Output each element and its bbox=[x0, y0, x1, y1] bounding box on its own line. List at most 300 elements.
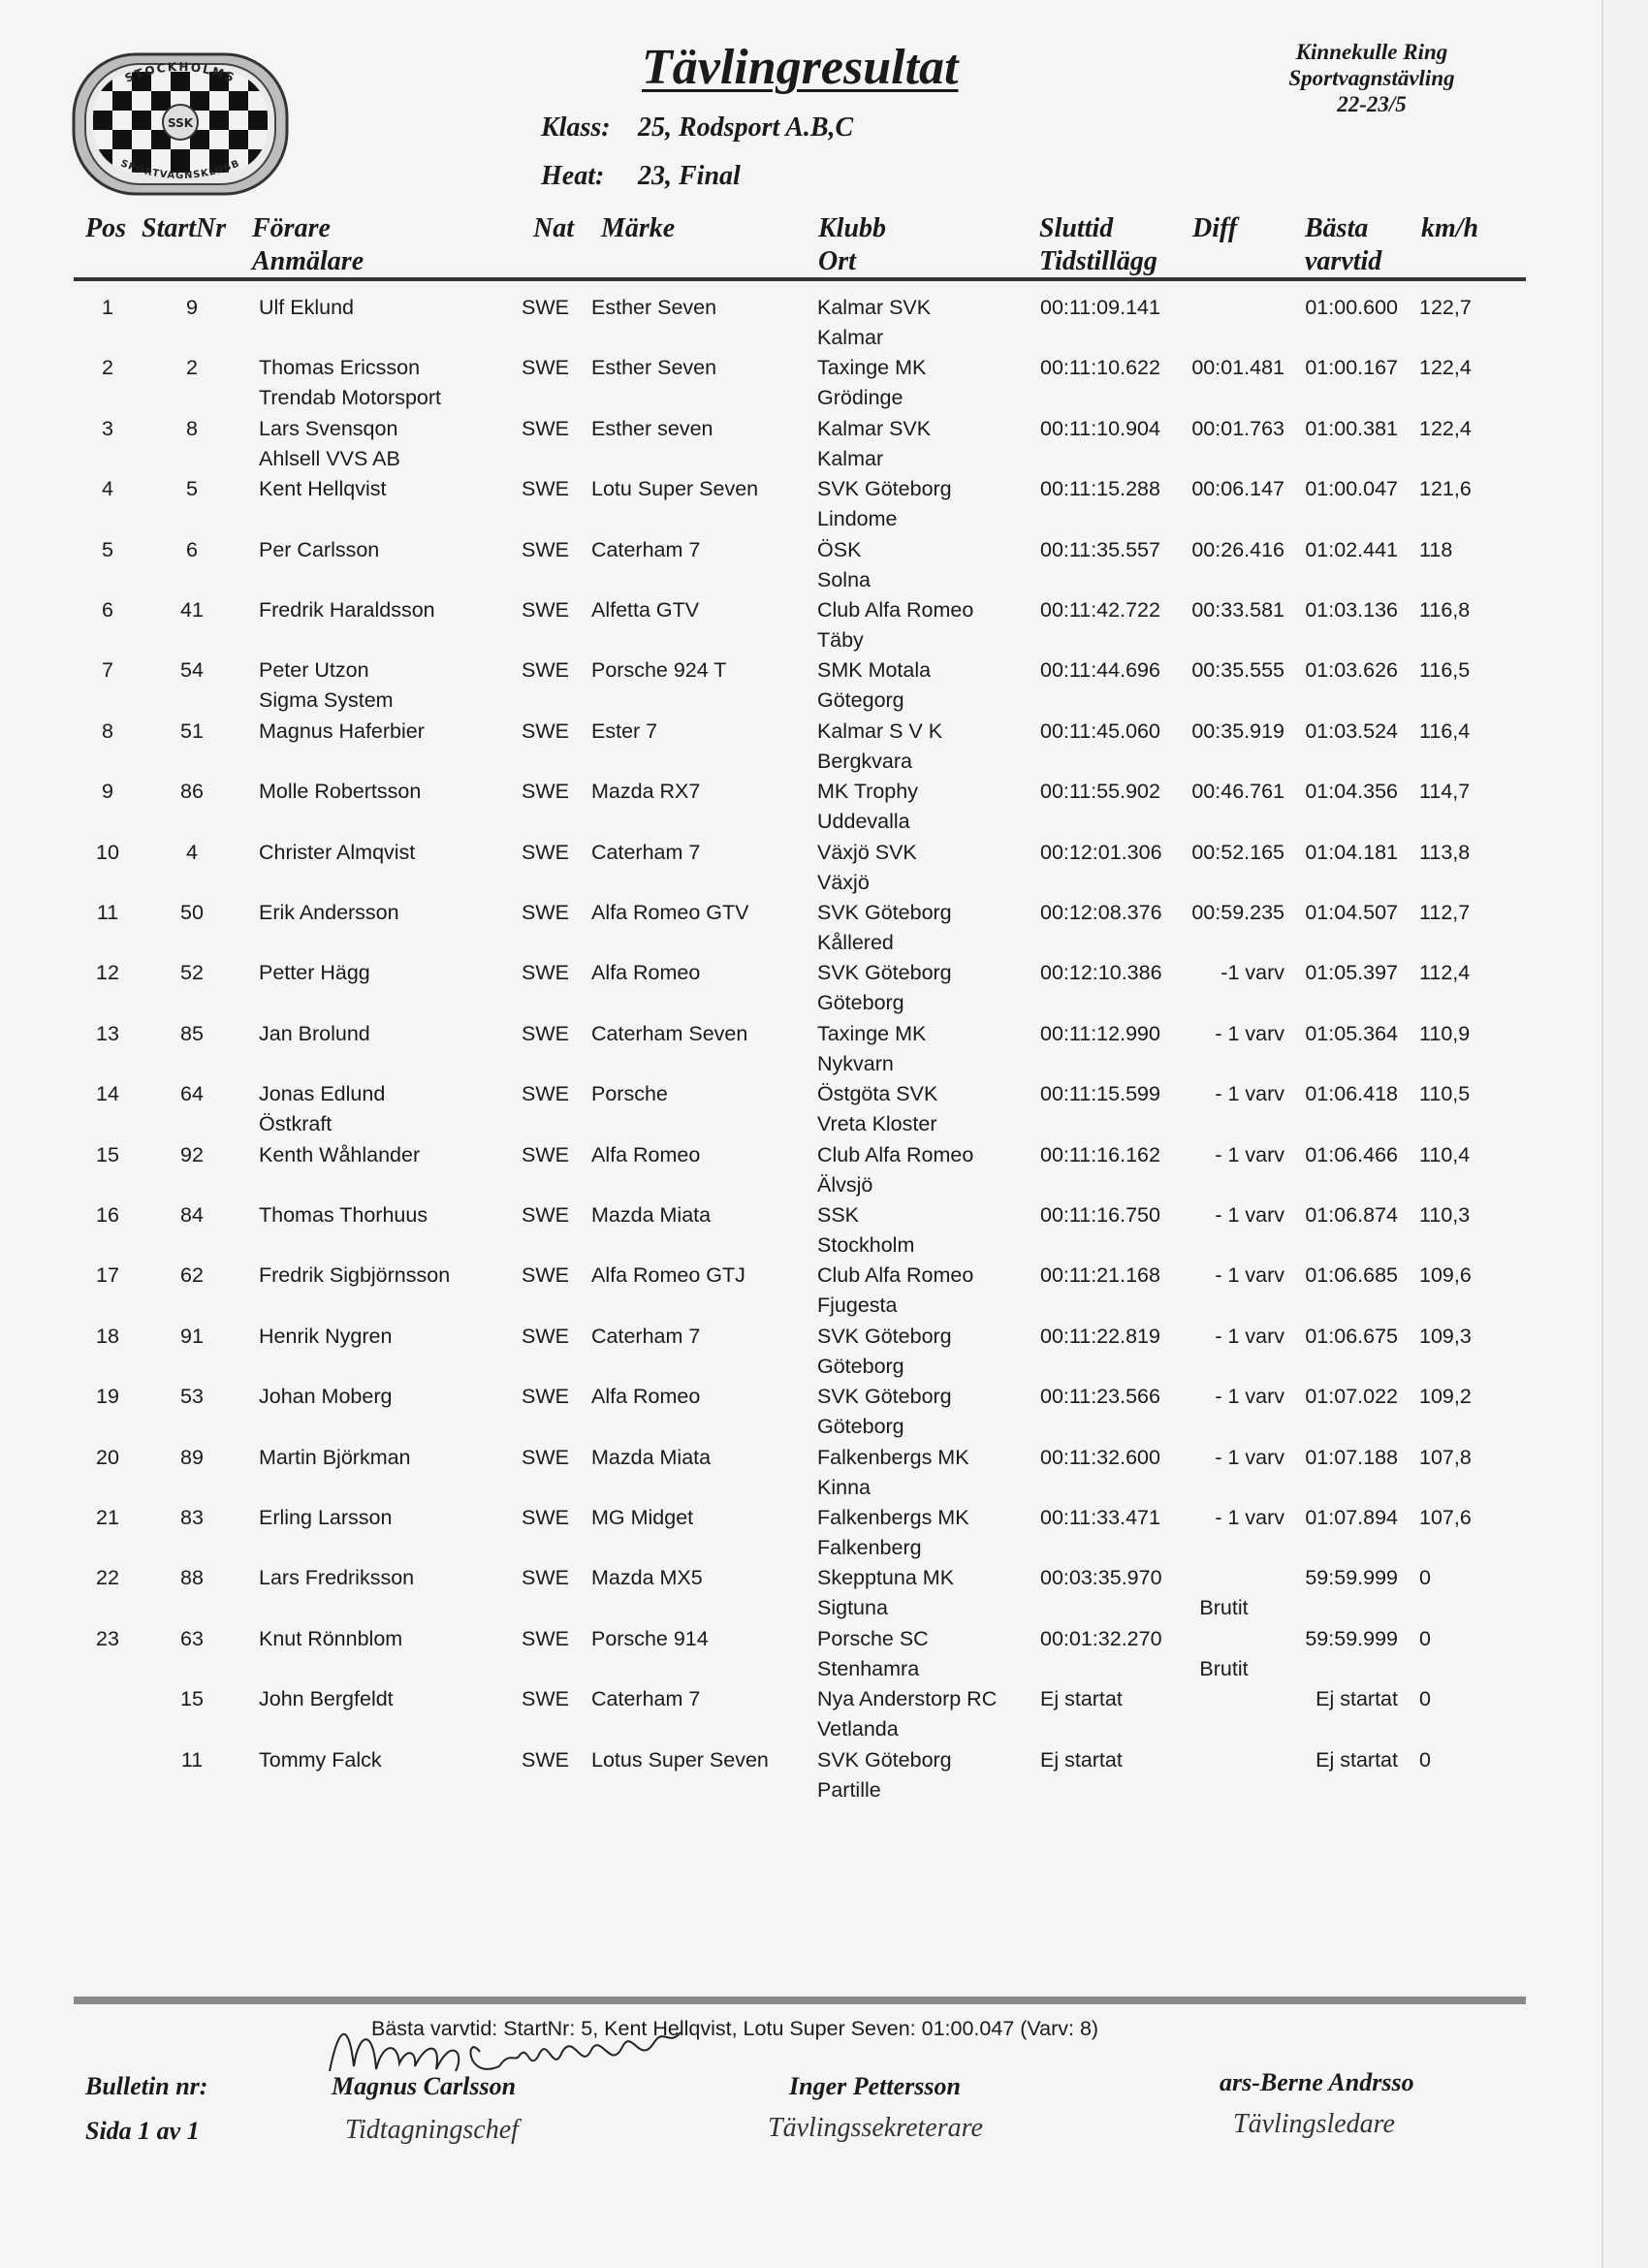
cell-club: Taxinge MK bbox=[817, 356, 927, 380]
official3-role: Tävlingsledare bbox=[1233, 2109, 1395, 2139]
cell-pos: 7 bbox=[102, 658, 113, 683]
cell-startnr: 9 bbox=[186, 296, 198, 319]
table-row bbox=[0, 1624, 1601, 1684]
cell-nat: SWE bbox=[522, 1506, 569, 1529]
cell-best-lap: 01:06.874 bbox=[1305, 1203, 1398, 1227]
cell-nat: SWE bbox=[522, 840, 569, 864]
cell-diff: - 1 varv bbox=[1215, 1263, 1284, 1288]
cell-club: SVK Göteborg bbox=[817, 1324, 952, 1348]
table-row bbox=[0, 717, 1601, 777]
cell-kmh: 110,9 bbox=[1419, 1021, 1471, 1045]
cell-make: Mazda Miata bbox=[591, 1203, 712, 1227]
cell-pos: 22 bbox=[96, 1566, 119, 1590]
official1-name: Magnus Carlsson bbox=[332, 2072, 517, 2100]
cell-best-lap: Ej startat bbox=[1315, 1687, 1398, 1711]
cell-driver: Erik Andersson bbox=[259, 901, 399, 924]
cell-nat: SWE bbox=[522, 1445, 569, 1469]
cell-kmh: 109,3 bbox=[1419, 1324, 1472, 1348]
cell-city: Kalmar bbox=[817, 326, 884, 349]
page-indicator: Sida 1 av 1 bbox=[85, 2117, 200, 2145]
official3-name: ars-Berne Andrsso bbox=[1220, 2068, 1414, 2096]
cell-city: Göteborg bbox=[817, 1415, 904, 1439]
col-time-penalty-label: Tidstillägg bbox=[1039, 246, 1157, 276]
cell-make: Esther seven bbox=[591, 416, 713, 440]
cell-startnr: 83 bbox=[180, 1506, 204, 1529]
cell-diff: - 1 varv bbox=[1215, 1324, 1284, 1348]
cell-startnr: 86 bbox=[180, 780, 204, 804]
cell-make: Lotus Super Seven bbox=[591, 1747, 769, 1772]
cell-nat: SWE bbox=[522, 780, 569, 804]
cell-startnr: 52 bbox=[180, 961, 204, 985]
cell-city: Täby bbox=[817, 628, 864, 652]
cell-driver: Lars Svensqon bbox=[259, 416, 398, 440]
cell-city: Sigtuna bbox=[817, 1596, 888, 1620]
cell-driver: Molle Robertsson bbox=[259, 780, 422, 804]
cell-diff: - 1 varv bbox=[1215, 1021, 1284, 1045]
table-row bbox=[0, 898, 1601, 958]
cell-finish-time: 00:11:16.750 bbox=[1040, 1203, 1160, 1227]
cell-pos: 16 bbox=[96, 1203, 119, 1227]
cell-finish-time: 00:11:44.696 bbox=[1040, 658, 1160, 683]
cell-club: SVK Göteborg bbox=[817, 961, 952, 985]
col-laptime-label: varvtid bbox=[1305, 246, 1382, 276]
cell-city: Vetlanda bbox=[817, 1717, 899, 1741]
col-make: Märke bbox=[601, 213, 676, 243]
cell-kmh: 116,5 bbox=[1419, 658, 1471, 683]
cell-kmh: 0 bbox=[1419, 1566, 1431, 1590]
cell-pos: 9 bbox=[102, 780, 113, 804]
cell-club: Porsche SC bbox=[817, 1626, 929, 1650]
cell-driver: Henrik Nygren bbox=[259, 1324, 393, 1348]
cell-kmh: 0 bbox=[1419, 1626, 1431, 1650]
cell-diff: - 1 varv bbox=[1215, 1445, 1284, 1469]
event-venue: Kinnekulle Ring bbox=[1295, 40, 1448, 64]
cell-driver: John Bergfeldt bbox=[259, 1687, 394, 1711]
cell-entrant: Östkraft bbox=[259, 1112, 333, 1136]
cell-diff: 00:26.416 bbox=[1191, 537, 1284, 561]
cell-make: Caterham Seven bbox=[591, 1021, 748, 1045]
cell-startnr: 15 bbox=[180, 1687, 204, 1711]
cell-diff: 00:46.761 bbox=[1191, 780, 1284, 804]
cell-city: Kållered bbox=[817, 931, 894, 954]
col-city-label: Ort bbox=[818, 246, 856, 276]
cell-club: Kalmar SVK bbox=[817, 296, 932, 319]
cell-startnr: 4 bbox=[186, 840, 198, 864]
table-row bbox=[0, 1503, 1601, 1563]
cell-kmh: 121,6 bbox=[1419, 477, 1472, 501]
cell-make: Mazda MX5 bbox=[591, 1566, 703, 1590]
cell-startnr: 8 bbox=[186, 416, 198, 440]
cell-pos: 21 bbox=[96, 1506, 119, 1529]
cell-pos: 11 bbox=[96, 901, 119, 924]
cell-startnr: 11 bbox=[180, 1747, 204, 1772]
table-row bbox=[0, 1261, 1601, 1321]
cell-best-lap: 01:05.397 bbox=[1305, 961, 1398, 985]
cell-startnr: 85 bbox=[180, 1021, 204, 1045]
cell-make: Porsche bbox=[591, 1082, 668, 1106]
cell-pos: 10 bbox=[96, 840, 119, 864]
cell-city: Götegorg bbox=[817, 688, 904, 713]
cell-finish-time: 00:11:45.060 bbox=[1040, 719, 1160, 743]
cell-nat: SWE bbox=[522, 416, 569, 440]
table-row bbox=[0, 1563, 1601, 1623]
cell-best-lap: 59:59.999 bbox=[1305, 1566, 1398, 1590]
cell-startnr: 64 bbox=[180, 1082, 204, 1106]
heat-label: Heat: bbox=[541, 161, 605, 191]
cell-nat: SWE bbox=[522, 477, 569, 501]
table-row bbox=[0, 1140, 1601, 1200]
cell-club: Östgöta SVK bbox=[817, 1082, 938, 1106]
cell-pos: 1 bbox=[102, 296, 113, 319]
cell-kmh: 112,4 bbox=[1419, 961, 1471, 985]
cell-finish-time: 00:11:22.819 bbox=[1040, 1324, 1160, 1348]
cell-nat: SWE bbox=[522, 1687, 569, 1711]
cell-pos: 2 bbox=[102, 356, 113, 380]
event-date: 22-23/5 bbox=[1337, 92, 1407, 116]
event-info bbox=[1251, 39, 1493, 117]
cell-startnr: 6 bbox=[186, 537, 198, 561]
cell-startnr: 2 bbox=[186, 356, 198, 380]
cell-driver: Tommy Falck bbox=[259, 1747, 382, 1772]
cell-driver: Kent Hellqvist bbox=[259, 477, 387, 501]
cell-pos: 17 bbox=[96, 1263, 119, 1288]
cell-startnr: 41 bbox=[180, 598, 204, 622]
cell-finish-time: 00:11:09.141 bbox=[1040, 296, 1160, 319]
cell-nat: SWE bbox=[522, 1263, 569, 1288]
cell-driver: Petter Hägg bbox=[259, 961, 370, 985]
cell-best-lap: 01:00.167 bbox=[1305, 356, 1398, 380]
cell-diff: - 1 varv bbox=[1215, 1142, 1284, 1166]
table-row bbox=[0, 777, 1601, 837]
cell-make: Alfa Romeo bbox=[591, 961, 701, 985]
cell-best-lap: 01:06.675 bbox=[1305, 1324, 1398, 1348]
cell-nat: SWE bbox=[522, 1021, 569, 1045]
cell-make: Esther Seven bbox=[591, 296, 717, 319]
logo-text-top: STOCKHOLMS bbox=[122, 59, 238, 85]
cell-nat: SWE bbox=[522, 1747, 569, 1772]
cell-club: Falkenbergs MK bbox=[817, 1506, 969, 1529]
cell-diff: - 1 varv bbox=[1215, 1082, 1284, 1106]
logo-monogram: SSK bbox=[167, 116, 194, 130]
table-row bbox=[0, 1684, 1601, 1744]
cell-make: MG Midget bbox=[591, 1506, 694, 1529]
cell-diff: 00:35.555 bbox=[1191, 658, 1284, 683]
cell-make: Mazda Miata bbox=[591, 1445, 712, 1469]
cell-kmh: 118 bbox=[1419, 537, 1453, 561]
cell-make: Porsche 924 T bbox=[591, 658, 727, 683]
cell-diff: 00:01.763 bbox=[1191, 416, 1284, 440]
cell-best-lap: 01:00.047 bbox=[1305, 477, 1398, 501]
class-line bbox=[541, 112, 853, 144]
cell-finish-time: Ej startat bbox=[1040, 1687, 1123, 1711]
header-divider bbox=[74, 277, 1526, 281]
table-row bbox=[0, 1200, 1601, 1261]
cell-finish-time: 00:11:35.557 bbox=[1040, 537, 1160, 561]
cell-make: Alfetta GTV bbox=[591, 598, 700, 622]
cell-nat: SWE bbox=[522, 1203, 569, 1227]
col-nat: Nat bbox=[533, 213, 574, 243]
cell-best-lap: 01:02.441 bbox=[1305, 537, 1398, 561]
logo-text-bottom: SPORTVAGNSKLUBB bbox=[118, 158, 242, 182]
cell-finish-time: 00:11:55.902 bbox=[1040, 780, 1160, 804]
table-row bbox=[0, 1019, 1601, 1079]
cell-club: Club Alfa Romeo bbox=[817, 598, 974, 622]
cell-finish-time: 00:11:10.904 bbox=[1040, 416, 1160, 440]
cell-club: Club Alfa Romeo bbox=[817, 1142, 974, 1166]
cell-club: SMK Motala bbox=[817, 658, 932, 683]
cell-nat: SWE bbox=[522, 537, 569, 561]
col-club bbox=[818, 213, 886, 277]
cell-pos: 4 bbox=[102, 477, 113, 501]
cell-finish-time: 00:11:33.471 bbox=[1040, 1506, 1160, 1529]
cell-startnr: 50 bbox=[180, 901, 204, 924]
cell-driver: Fredrik Haraldsson bbox=[259, 598, 435, 622]
official1-role: Tidtagningschef bbox=[345, 2115, 519, 2145]
cell-finish-time: 00:03:35.970 bbox=[1040, 1566, 1162, 1590]
cell-kmh: 107,8 bbox=[1419, 1445, 1472, 1469]
cell-startnr: 54 bbox=[180, 658, 204, 683]
cell-best-lap: 01:07.188 bbox=[1305, 1445, 1398, 1469]
cell-club: SVK Göteborg bbox=[817, 1747, 952, 1772]
cell-nat: SWE bbox=[522, 1626, 569, 1650]
cell-diff: 00:52.165 bbox=[1191, 840, 1284, 864]
cell-make: Esther Seven bbox=[591, 356, 717, 380]
cell-startnr: 63 bbox=[180, 1626, 204, 1650]
table-row bbox=[0, 1745, 1601, 1805]
cell-pos: 8 bbox=[102, 719, 113, 743]
cell-make: Porsche 914 bbox=[591, 1626, 709, 1650]
cell-make: Alfa Romeo GTV bbox=[591, 901, 749, 924]
cell-finish-time: 00:12:10.386 bbox=[1040, 961, 1162, 985]
cell-city: Uddevalla bbox=[817, 810, 910, 834]
cell-make: Alfa Romeo bbox=[591, 1385, 701, 1409]
cell-make: Ester 7 bbox=[591, 719, 658, 743]
cell-city: Grödinge bbox=[817, 386, 903, 410]
cell-pos: 23 bbox=[96, 1626, 119, 1650]
cell-kmh: 122,4 bbox=[1419, 416, 1472, 440]
cell-diff: - 1 varv bbox=[1215, 1385, 1284, 1409]
table-row bbox=[0, 595, 1601, 655]
official2-name: Inger Pettersson bbox=[789, 2072, 961, 2100]
cell-startnr: 88 bbox=[180, 1566, 204, 1590]
cell-driver: Thomas Ericsson bbox=[259, 356, 421, 380]
cell-nat: SWE bbox=[522, 598, 569, 622]
cell-club: SVK Göteborg bbox=[817, 1385, 952, 1409]
cell-diff: 00:06.147 bbox=[1191, 477, 1284, 501]
cell-make: Caterham 7 bbox=[591, 537, 701, 561]
footer-divider bbox=[74, 1996, 1526, 2004]
cell-pos: 20 bbox=[96, 1445, 119, 1469]
cell-driver: Jonas Edlund bbox=[259, 1082, 386, 1106]
col-entrant-label: Anmälare bbox=[252, 246, 364, 276]
cell-club: SVK Göteborg bbox=[817, 901, 952, 924]
cell-city: Bergkvara bbox=[817, 749, 912, 773]
official2-role: Tävlingssekreterare bbox=[768, 2113, 983, 2143]
col-best-lap bbox=[1305, 213, 1381, 277]
cell-city: Fjugesta bbox=[817, 1294, 898, 1318]
cell-kmh: 0 bbox=[1419, 1747, 1431, 1772]
cell-pos: 6 bbox=[102, 598, 113, 622]
cell-kmh: 109,2 bbox=[1419, 1385, 1472, 1409]
table-row bbox=[0, 958, 1601, 1018]
cell-driver: Ulf Eklund bbox=[259, 296, 354, 319]
cell-diff: 00:01.481 bbox=[1191, 356, 1284, 380]
cell-best-lap: 01:03.626 bbox=[1305, 658, 1398, 683]
cell-driver: Thomas Thorhuus bbox=[259, 1203, 428, 1227]
cell-driver: Lars Fredriksson bbox=[259, 1566, 415, 1590]
cell-pos: 13 bbox=[96, 1021, 119, 1045]
table-row bbox=[0, 353, 1601, 413]
cell-best-lap: 01:06.466 bbox=[1305, 1142, 1398, 1166]
cell-city: Göteborg bbox=[817, 1354, 904, 1378]
cell-nat: SWE bbox=[522, 658, 569, 683]
cell-driver: Knut Rönnblom bbox=[259, 1626, 403, 1650]
cell-best-lap: 01:03.524 bbox=[1305, 719, 1398, 743]
col-finish-time-label: Sluttid bbox=[1039, 213, 1114, 243]
cell-driver: Per Carlsson bbox=[259, 537, 380, 561]
cell-startnr: 62 bbox=[180, 1263, 204, 1288]
cell-nat: SWE bbox=[522, 1566, 569, 1590]
col-driver-label: Förare bbox=[252, 213, 331, 243]
cell-best-lap: 01:07.894 bbox=[1305, 1506, 1398, 1529]
cell-make: Alfa Romeo GTJ bbox=[591, 1263, 745, 1288]
cell-city: Solna bbox=[817, 567, 871, 591]
cell-make: Mazda RX7 bbox=[591, 780, 701, 804]
bulletin-label: Bulletin nr: bbox=[85, 2072, 208, 2100]
cell-best-lap: 01:00.600 bbox=[1305, 296, 1398, 319]
cell-finish-time: 00:11:21.168 bbox=[1040, 1263, 1160, 1288]
cell-nat: SWE bbox=[522, 1142, 569, 1166]
cell-best-lap: 01:00.381 bbox=[1305, 416, 1398, 440]
cell-best-lap: 59:59.999 bbox=[1305, 1626, 1398, 1650]
table-row bbox=[0, 293, 1601, 353]
cell-startnr: 91 bbox=[180, 1324, 204, 1348]
cell-startnr: 5 bbox=[186, 477, 198, 501]
cell-driver: Christer Almqvist bbox=[259, 840, 416, 864]
table-row bbox=[0, 1443, 1601, 1503]
cell-finish-time: 00:12:01.306 bbox=[1040, 840, 1162, 864]
col-kmh: km/h bbox=[1421, 213, 1479, 243]
cell-diff: - 1 varv bbox=[1215, 1506, 1284, 1529]
cell-finish-time: 00:01:32.270 bbox=[1040, 1626, 1162, 1650]
cell-driver: Peter Utzon bbox=[259, 658, 369, 683]
cell-city: Vreta Kloster bbox=[817, 1112, 937, 1136]
col-best-label: Bästa bbox=[1305, 213, 1369, 243]
cell-kmh: 122,7 bbox=[1419, 296, 1472, 319]
cell-finish-time: 00:11:42.722 bbox=[1040, 598, 1160, 622]
cell-club: Club Alfa Romeo bbox=[817, 1263, 974, 1288]
cell-kmh: 114,7 bbox=[1419, 780, 1471, 804]
table-row bbox=[0, 414, 1601, 474]
cell-club: Falkenbergs MK bbox=[817, 1445, 969, 1469]
cell-finish-time: 00:11:15.599 bbox=[1040, 1082, 1160, 1106]
best-lap-summary: Bästa varvtid: StartNr: 5, Kent Hellqvist, Lotu Super Seven: 01:00.047 (Varv: 8) bbox=[371, 2017, 1099, 2040]
cell-kmh: 110,4 bbox=[1419, 1142, 1471, 1166]
cell-make: Alfa Romeo bbox=[591, 1142, 701, 1166]
cell-pos: 18 bbox=[96, 1324, 119, 1348]
cell-club: Kalmar S V K bbox=[817, 719, 943, 743]
cell-kmh: 110,3 bbox=[1419, 1203, 1471, 1227]
cell-pos: 5 bbox=[102, 537, 113, 561]
cell-nat: SWE bbox=[522, 901, 569, 924]
table-row bbox=[0, 1079, 1601, 1139]
cell-pos: 14 bbox=[96, 1082, 119, 1106]
cell-kmh: 107,6 bbox=[1419, 1506, 1472, 1529]
cell-driver: Jan Brolund bbox=[259, 1021, 370, 1045]
cell-status: Brutit bbox=[1199, 1596, 1249, 1620]
cell-city: Älvsjö bbox=[817, 1172, 873, 1197]
event-name: Sportvagnstävling bbox=[1288, 66, 1455, 90]
cell-status: Brutit bbox=[1199, 1656, 1249, 1680]
cell-city: Lindome bbox=[817, 507, 898, 531]
cell-nat: SWE bbox=[522, 961, 569, 985]
cell-make: Caterham 7 bbox=[591, 1324, 701, 1348]
col-finish-time bbox=[1039, 213, 1157, 277]
cell-pos: 3 bbox=[102, 416, 113, 440]
cell-best-lap: 01:04.181 bbox=[1305, 840, 1398, 864]
cell-kmh: 0 bbox=[1419, 1687, 1431, 1711]
col-diff: Diff bbox=[1192, 213, 1238, 243]
table-row bbox=[0, 838, 1601, 898]
col-startnr: StartNr bbox=[142, 213, 227, 243]
table-row bbox=[0, 1382, 1601, 1442]
cell-startnr: 51 bbox=[180, 719, 204, 743]
cell-kmh: 110,5 bbox=[1419, 1082, 1471, 1106]
cell-kmh: 113,8 bbox=[1419, 840, 1471, 864]
cell-club: SVK Göteborg bbox=[817, 477, 952, 501]
heat-line bbox=[541, 161, 741, 192]
table-row bbox=[0, 474, 1601, 534]
cell-nat: SWE bbox=[522, 1385, 569, 1409]
cell-startnr: 89 bbox=[180, 1445, 204, 1469]
table-row bbox=[0, 535, 1601, 595]
cell-pos: 12 bbox=[96, 961, 119, 985]
cell-club: ÖSK bbox=[817, 537, 862, 561]
cell-best-lap: 01:06.685 bbox=[1305, 1263, 1398, 1288]
cell-finish-time: 00:12:08.376 bbox=[1040, 901, 1162, 924]
cell-best-lap: 01:05.364 bbox=[1305, 1021, 1398, 1045]
cell-club: Taxinge MK bbox=[817, 1021, 927, 1045]
cell-driver: Magnus Haferbier bbox=[259, 719, 425, 743]
table-row bbox=[0, 1322, 1601, 1382]
cell-finish-time: 00:11:23.566 bbox=[1040, 1385, 1160, 1409]
col-driver bbox=[252, 213, 364, 277]
cell-kmh: 116,4 bbox=[1419, 719, 1471, 743]
cell-entrant: Trendab Motorsport bbox=[259, 386, 442, 410]
cell-nat: SWE bbox=[522, 296, 569, 319]
cell-best-lap: 01:06.418 bbox=[1305, 1082, 1398, 1106]
col-pos: Pos bbox=[85, 213, 126, 243]
cell-diff: - 1 varv bbox=[1215, 1203, 1284, 1227]
cell-club: SSK bbox=[817, 1203, 860, 1227]
cell-best-lap: 01:04.507 bbox=[1305, 901, 1398, 924]
col-club-label: Klubb bbox=[818, 213, 887, 243]
cell-city: Kinna bbox=[817, 1475, 871, 1499]
class-value: 25, Rodsport A.B,C bbox=[638, 112, 854, 143]
cell-diff: 00:35.919 bbox=[1191, 719, 1284, 743]
cell-kmh: 116,8 bbox=[1419, 598, 1471, 622]
class-label: Klass: bbox=[541, 112, 611, 143]
cell-best-lap: Ej startat bbox=[1315, 1747, 1398, 1772]
cell-nat: SWE bbox=[522, 1324, 569, 1348]
cell-finish-time: 00:11:32.600 bbox=[1040, 1445, 1160, 1469]
cell-make: Lotu Super Seven bbox=[591, 477, 759, 501]
cell-driver: Fredrik Sigbjörnsson bbox=[259, 1263, 451, 1288]
cell-finish-time: 00:11:16.162 bbox=[1040, 1142, 1160, 1166]
cell-club: Kalmar SVK bbox=[817, 416, 932, 440]
cell-club: Skepptuna MK bbox=[817, 1566, 955, 1590]
cell-kmh: 122,4 bbox=[1419, 356, 1472, 380]
